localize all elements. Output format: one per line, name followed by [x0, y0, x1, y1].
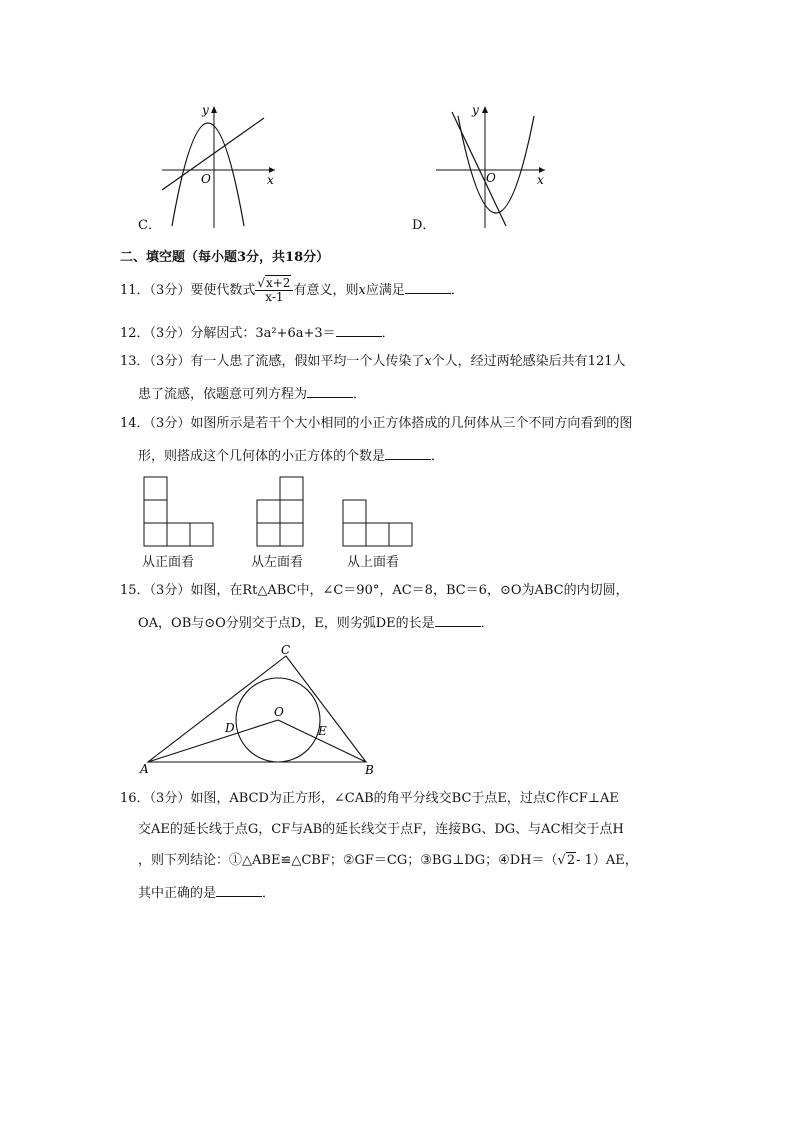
- q15-line2: OA，OB与⊙O分别交于点D，E，则劣弧DE的长是: [138, 616, 435, 631]
- point-c: C: [281, 643, 291, 657]
- q14-answer-blank[interactable]: [385, 447, 431, 460]
- q14-end: ．: [431, 449, 445, 464]
- q16-end: ．: [262, 886, 276, 901]
- question-15-line2: [138, 614, 494, 632]
- q13-line1-b: 个人，经过两轮感染后共有121人: [431, 354, 626, 369]
- q15-figure: [136, 640, 386, 780]
- q13-line2: 患了流感，依题意可列方程为: [138, 387, 308, 402]
- graph-d-line: [452, 112, 506, 226]
- section-title: 二、填空题（每小题3分，共18分）: [120, 250, 330, 265]
- graph-d-y-label: y: [472, 103, 479, 117]
- q16-answer-blank[interactable]: [216, 884, 262, 897]
- q11-denominator: x-1: [265, 290, 284, 304]
- q15-answer-blank[interactable]: [435, 614, 481, 627]
- point-e: E: [318, 724, 327, 738]
- q11-tail: 应满足: [365, 283, 405, 298]
- front-view: [144, 477, 213, 546]
- q11-fraction: $\frac{√x+2}{x-1}$: [255, 277, 293, 304]
- question-16-line4: [138, 884, 275, 902]
- graph-c-y-label: y: [202, 103, 209, 117]
- point-d: D: [225, 721, 235, 735]
- graph-d-parabola: [458, 116, 534, 213]
- graph-c-x-label: x: [267, 173, 274, 187]
- q16-radicand: 2: [566, 853, 576, 868]
- question-16-line1: 16．（3分）如图，ABCD为正方形，∠CAB的角平分线交BC于点E，过点C作CF⊥AE: [120, 791, 619, 806]
- point-b: B: [365, 763, 374, 777]
- q13-end: ．: [353, 387, 367, 402]
- top-view: [343, 500, 412, 546]
- q11-mid: 有意义，则: [293, 283, 359, 298]
- q13-var: x: [424, 354, 432, 369]
- q12-text: 12．（3分）分解因式：3a²+6a+3＝: [120, 326, 336, 341]
- q11-prefix: 11．（3分）要使代数式: [120, 283, 256, 298]
- question-16-line3: ，则下列结论：①△ABE≌△CBF；②GF＝CG；③BG⊥DG；④DH＝（√2- 1）AE，: [138, 853, 638, 868]
- graph-d-origin: O: [486, 171, 496, 185]
- q13-answer-blank[interactable]: [307, 385, 353, 398]
- question-14-line2: [138, 447, 444, 465]
- question-12: [120, 324, 395, 342]
- point-o: O: [274, 705, 284, 719]
- q11-end: ．: [450, 283, 464, 298]
- point-a: A: [140, 762, 149, 776]
- graph-c-line: [162, 118, 264, 190]
- q16-line3-b: - 1）AE，: [576, 853, 638, 868]
- view-label-front: 从正面看: [142, 555, 195, 570]
- q16-line4: 其中正确的是: [138, 886, 217, 901]
- q16-line3-a: ，则下列结论：①△ABE≌△CBF；②GF＝CG；③BG⊥DG；④DH＝（: [138, 853, 558, 868]
- question-14-line1: 14．（3分）如图所示是若干个大小相同的小正方体搭成的几何体从三个不同方向看到的图: [120, 416, 633, 431]
- segment-oa: [148, 720, 278, 762]
- graph-c: [150, 98, 280, 233]
- q12-end: ．: [381, 326, 395, 341]
- view-label-top: 从上面看: [347, 555, 400, 570]
- left-view: [257, 477, 303, 546]
- question-16-line2: 交AE的延长线于点G，CF与AB的延长线交于点F，连接BG、DG、与AC相交于点H: [138, 822, 624, 837]
- question-13-line2: [138, 385, 366, 403]
- graph-d: [430, 98, 560, 233]
- q12-answer-blank[interactable]: [336, 324, 382, 337]
- q15-end: ．: [480, 616, 494, 631]
- graph-d-x-label: x: [537, 173, 544, 187]
- option-c-label: C．: [138, 218, 161, 233]
- question-13-line1: [120, 354, 626, 370]
- q11-answer-blank[interactable]: [405, 281, 451, 294]
- question-11: [120, 276, 464, 306]
- graph-c-origin: O: [201, 172, 211, 186]
- q13-line1-a: 13．（3分）有一人患了流感，假如平均一个人传染了: [120, 354, 425, 369]
- q11-radicand: x+2: [265, 276, 291, 290]
- q14-line2: 形，则搭成这个几何体的小正方体的个数是: [138, 449, 386, 464]
- q11-var: x: [358, 283, 366, 298]
- view-label-left: 从左面看: [251, 555, 304, 570]
- option-d-label: D．: [412, 218, 436, 233]
- question-15-line1: 15．（3分）如图，在Rt△ABC中，∠C＝90°，AC＝8，BC＝6，⊙O为ABC的内切圆，: [120, 583, 629, 598]
